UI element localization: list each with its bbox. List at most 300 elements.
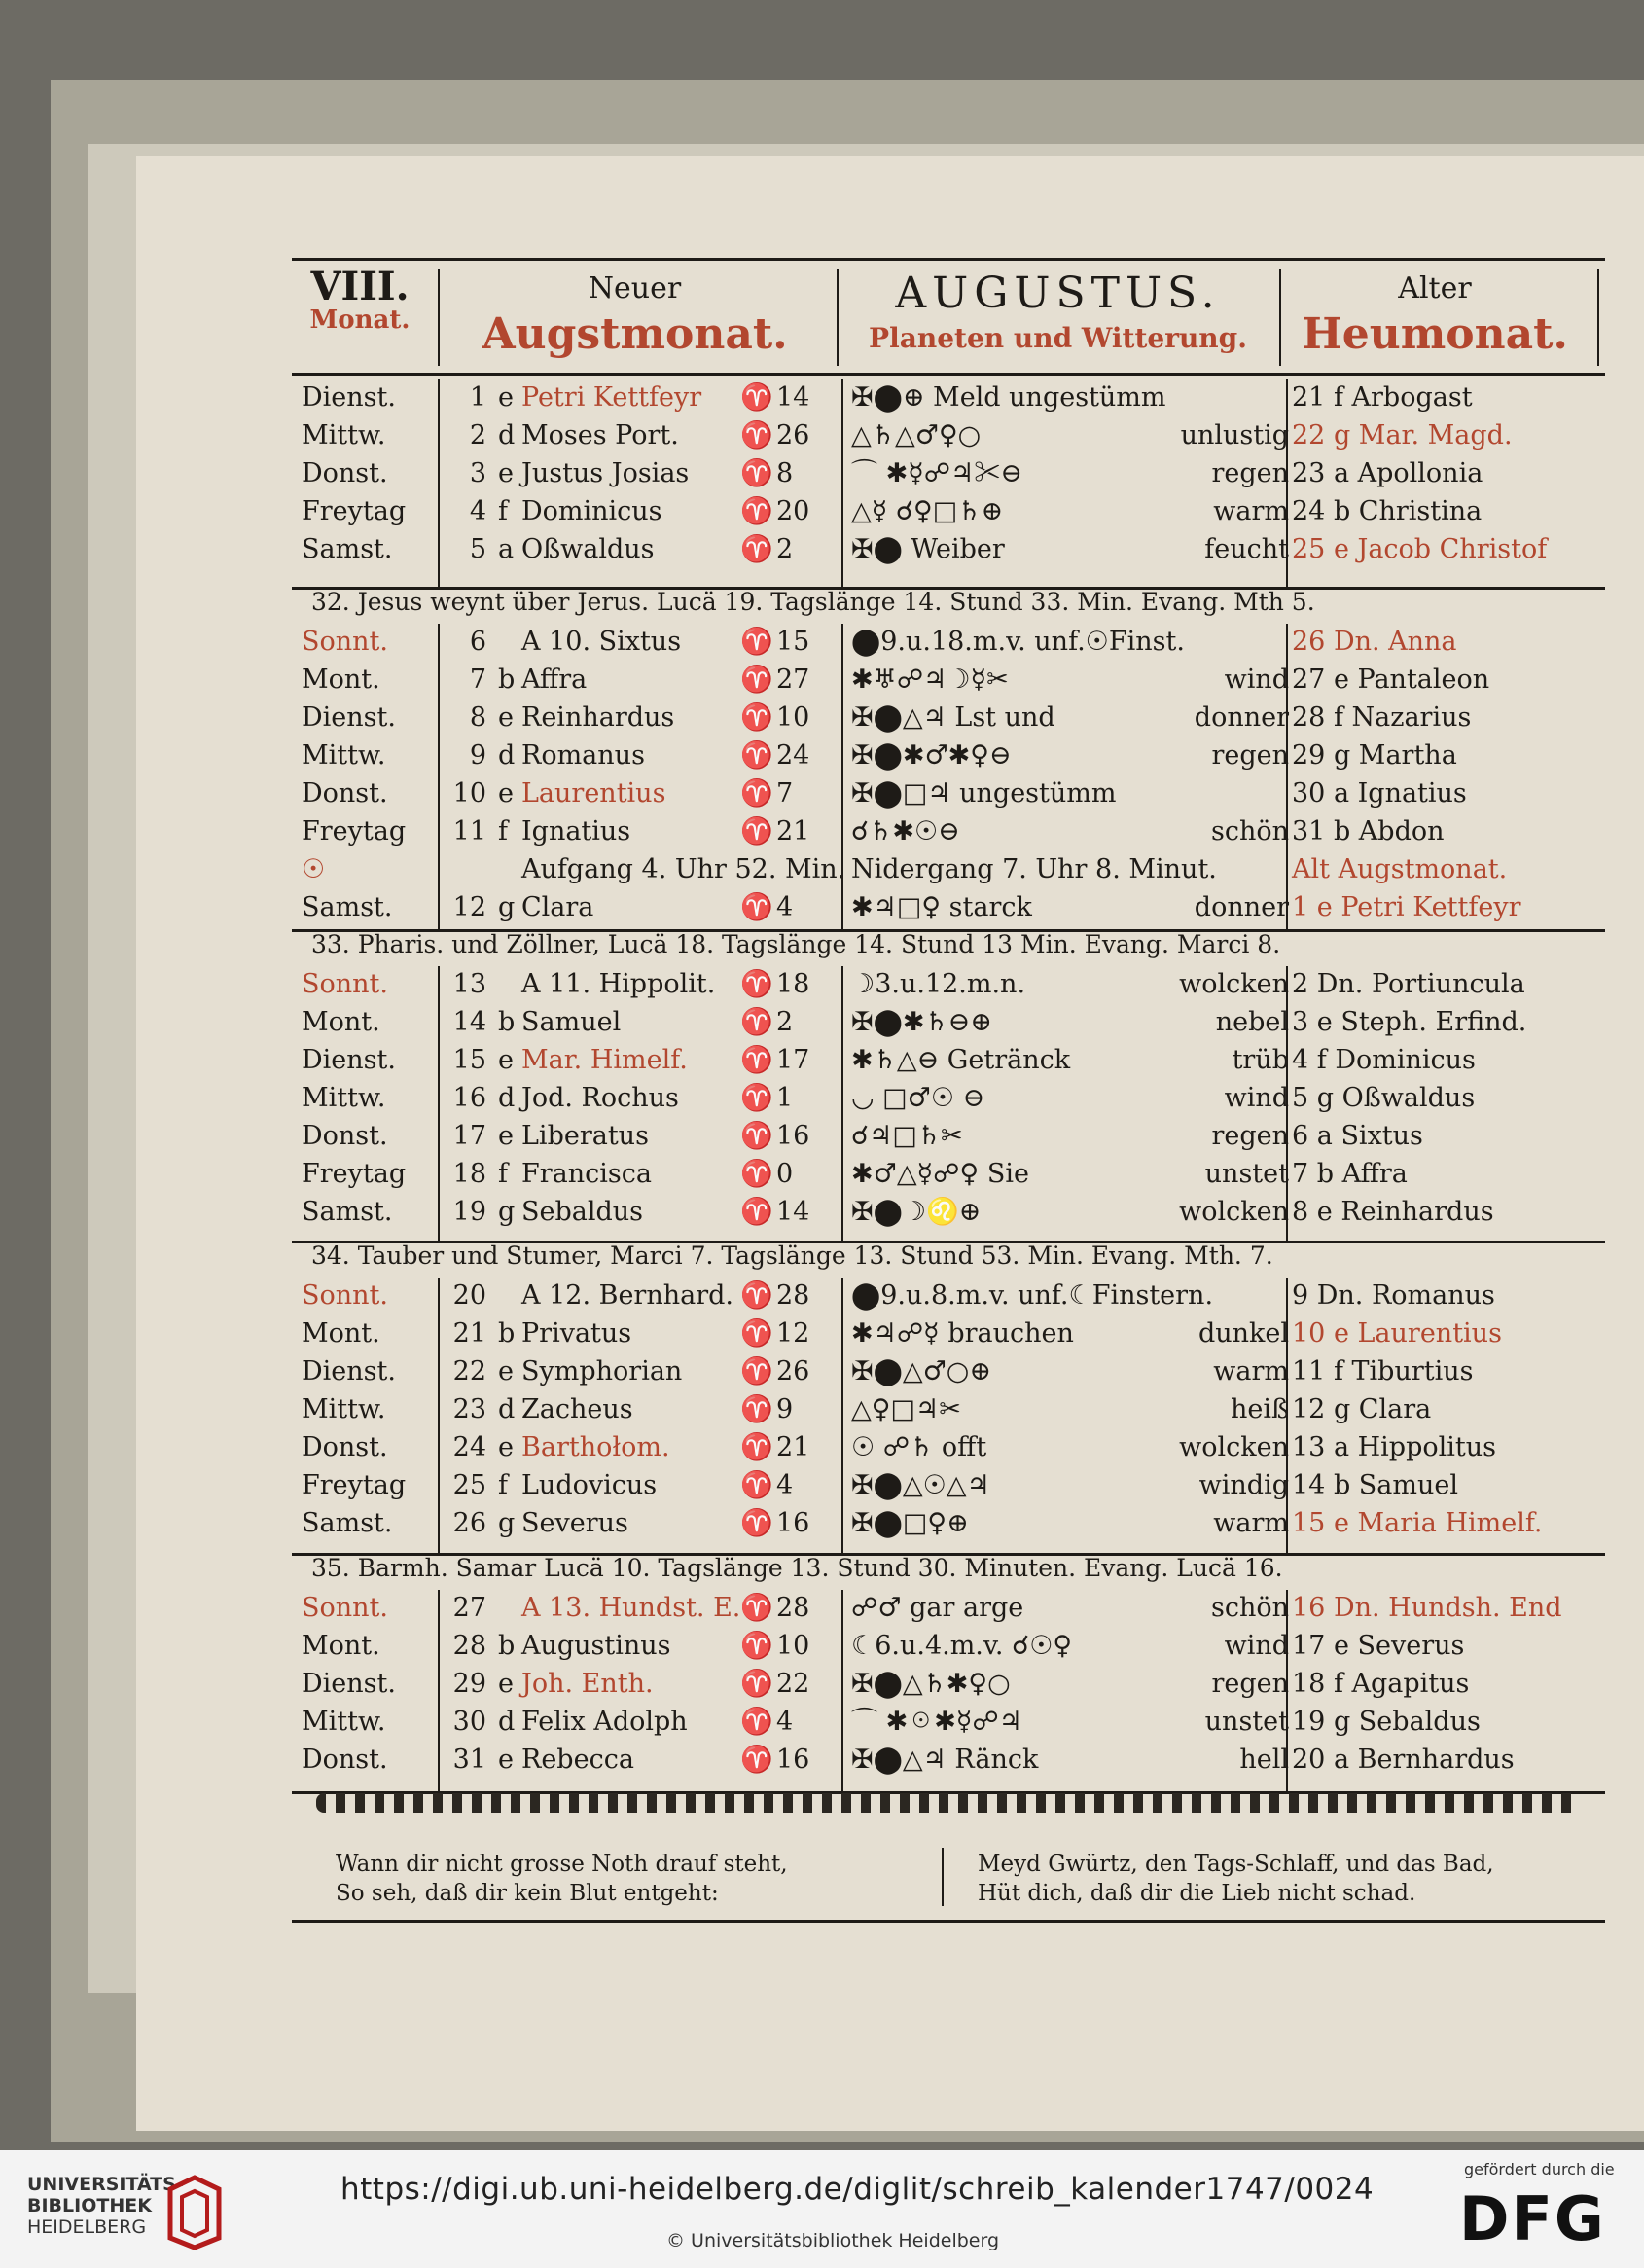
weekday: ☉ (302, 854, 326, 884)
weather-word: warm (1213, 1508, 1289, 1538)
weekday: Donst. (302, 458, 388, 488)
zodiac-sign-icon: ♈ (740, 420, 773, 450)
day-row (292, 1704, 1605, 1741)
saint-name: Zacheus (521, 1394, 633, 1424)
saint-name: Ignatius (521, 816, 631, 846)
zodiac-degree: 26 (776, 1356, 810, 1386)
verse-left (336, 1850, 788, 1908)
old-calendar-entry: 1 e Petri Kettfeyr (1292, 892, 1521, 922)
zodiac-sign-icon: ♈ (740, 740, 773, 771)
day-number: 2 (469, 420, 486, 450)
planet-weather: ✠⬤✱♄⊖⊕ (851, 1007, 992, 1037)
planet-weather: ✱♂△☿☍♀ Sie (851, 1159, 1029, 1189)
dominical-letter: e (498, 1669, 514, 1699)
saint-name: Reinhardus (521, 702, 675, 733)
zodiac-sign-icon: ♈ (740, 702, 773, 733)
old-calendar-entry: 16 Dn. Hundsh. End (1292, 1593, 1562, 1623)
saint-name: Dominicus (521, 496, 662, 526)
zodiac-degree: 0 (776, 1159, 794, 1189)
day-number: 11 (452, 816, 486, 846)
zodiac-sign-icon: ♈ (740, 382, 773, 413)
day-row (292, 1004, 1605, 1041)
zodiac-sign-icon: ♈ (740, 1432, 773, 1462)
old-calendar-entry: 11 f Tiburtius (1292, 1356, 1474, 1386)
dominical-letter: d (498, 420, 516, 450)
augustus-header (837, 261, 1279, 373)
day-number: 23 (452, 1394, 486, 1424)
weekday: Sonnt. (302, 1593, 388, 1623)
old-calendar-entry: 3 e Steph. Erfind. (1292, 1007, 1527, 1037)
library-name-line: UNIVERSITÄTS- (27, 2174, 184, 2195)
new-calendar-header (438, 261, 832, 373)
saint-name: Affra (521, 665, 588, 695)
planet-weather: ✠⬤□♃ ungestümm (851, 778, 1117, 809)
day-number: 8 (469, 702, 486, 733)
calendar-header (292, 258, 1605, 376)
library-name-line: HEIDELBERG (27, 2216, 147, 2238)
weather-word: schön (1210, 816, 1289, 846)
day-number: 21 (452, 1318, 486, 1349)
weather-word: regen (1211, 740, 1289, 771)
zodiac-degree: 2 (776, 1007, 794, 1037)
old-calendar-entry: 2 Dn. Portiuncula (1292, 969, 1525, 999)
day-row (292, 1353, 1605, 1390)
planet-weather: ☌♃□♄✂ (851, 1121, 963, 1151)
saint-name: Clara (521, 892, 594, 922)
day-number: 22 (452, 1356, 486, 1386)
weekday: Mont. (302, 1318, 380, 1349)
weekday: Samst. (302, 1197, 393, 1227)
weather-word: donner (1194, 702, 1289, 733)
old-calendar-entry: 14 b Samuel (1292, 1470, 1459, 1500)
weather-word: unstet (1204, 1159, 1289, 1189)
day-row (292, 1156, 1605, 1193)
weather-word: unlustig (1180, 420, 1289, 450)
day-row (292, 1666, 1605, 1703)
planeten-label: Planeten und Witterung. (869, 322, 1247, 354)
planet-weather: △♀□♃✂ (851, 1394, 961, 1424)
planet-weather: ☾6.u.4.m.v. ☌☉♀ (851, 1631, 1073, 1661)
funded-by-label: gefördert durch die (1464, 2160, 1615, 2178)
saint-name: Joh. Enth. (521, 1669, 654, 1699)
week-block (292, 587, 1605, 932)
day-row (292, 624, 1605, 661)
day-row (292, 379, 1605, 416)
old-calendar-entry: 28 f Nazarius (1292, 702, 1472, 733)
day-number: 31 (452, 1745, 486, 1775)
planet-weather: ✠⬤△☉△♃ (851, 1470, 990, 1500)
weekday: Mittw. (302, 1083, 386, 1113)
weekday: Freytag (302, 496, 407, 526)
zodiac-sign-icon: ♈ (740, 892, 773, 922)
zodiac-degree: 1 (776, 1083, 794, 1113)
old-calendar-entry: 4 f Dominicus (1292, 1045, 1476, 1075)
weekday: Sonnt. (302, 627, 388, 657)
planet-weather: ✠⬤△♃ Lst und (851, 702, 1055, 733)
zodiac-degree: 16 (776, 1508, 810, 1538)
header-divider (1597, 269, 1599, 366)
saint-name: Oßwaldus (521, 534, 655, 564)
weekday: Mittw. (302, 1707, 386, 1737)
day-row (292, 889, 1605, 926)
zodiac-sign-icon: ♈ (740, 1470, 773, 1500)
old-calendar-entry: 8 e Reinhardus (1292, 1197, 1494, 1227)
new-month-name: Augstmonat. (482, 309, 788, 359)
zodiac-degree: 20 (776, 496, 810, 526)
planet-weather: ✱♃□♀ starck (851, 892, 1032, 922)
zodiac-sign-icon: ♈ (740, 1197, 773, 1227)
day-number: 18 (452, 1159, 486, 1189)
dominical-letter: f (498, 1159, 508, 1189)
day-number: 17 (452, 1121, 486, 1151)
day-number: 16 (452, 1083, 486, 1113)
dominical-letter: g (498, 1508, 516, 1538)
augustus-title: AUGUSTUS. (895, 269, 1221, 318)
planet-weather: ✱♅☍♃☽☿✂ (851, 665, 1009, 695)
calendar-content (292, 258, 1605, 1926)
old-calendar-entry: 7 b Affra (1292, 1159, 1408, 1189)
dominical-letter: b (498, 1007, 516, 1037)
zodiac-sign-icon: ♈ (740, 1356, 773, 1386)
zodiac-sign-icon: ♈ (740, 1121, 773, 1151)
day-number: 25 (452, 1470, 486, 1500)
old-calendar-entry: 26 Dn. Anna (1292, 627, 1457, 657)
day-row (292, 775, 1605, 812)
verse-line: So seh, daß dir kein Blut entgeht: (336, 1881, 719, 1906)
saint-name: Augustinus (521, 1631, 671, 1661)
saint-name: A 11. Hippolit. (521, 969, 716, 999)
dominical-letter: e (498, 1356, 514, 1386)
saint-name: A 12. Bernhard. (521, 1280, 733, 1311)
zodiac-sign-icon: ♈ (740, 458, 773, 488)
weather-word: wind (1224, 665, 1289, 695)
day-number: 30 (452, 1707, 486, 1737)
zodiac-degree: 16 (776, 1121, 810, 1151)
weekday: Donst. (302, 1745, 388, 1775)
zodiac-sign-icon: ♈ (740, 496, 773, 526)
weekday: Donst. (302, 778, 388, 809)
planet-weather: ☍♂ gar arge (851, 1593, 1024, 1623)
weekday: Mont. (302, 1007, 380, 1037)
weather-word: wolcken (1179, 1432, 1289, 1462)
dominical-letter: e (498, 1745, 514, 1775)
planet-weather: ✱♄△⊖ Getränck (851, 1045, 1071, 1075)
dominical-letter: d (498, 1394, 516, 1424)
day-number: 6 (469, 627, 486, 657)
zodiac-degree: 8 (776, 458, 794, 488)
old-calendar-entry: 15 e Maria Himelf. (1292, 1508, 1543, 1538)
day-number: 29 (452, 1669, 486, 1699)
weekday: Dienst. (302, 382, 396, 413)
weekday: Dienst. (302, 702, 396, 733)
planet-weather: ☌♄✱☉⊖ (851, 816, 960, 846)
zodiac-sign-icon: ♈ (740, 816, 773, 846)
day-row (292, 1042, 1605, 1079)
saint-name: Privatus (521, 1318, 632, 1349)
zodiac-degree: 24 (776, 740, 810, 771)
dfg-logo: DFG (1459, 2183, 1606, 2254)
old-calendar-entry: 24 b Christina (1292, 496, 1483, 526)
dominical-letter: f (498, 1470, 508, 1500)
zodiac-degree: 26 (776, 420, 810, 450)
saint-name: Severus (521, 1508, 628, 1538)
dominical-letter: d (498, 740, 516, 771)
zodiac-degree: 14 (776, 382, 810, 413)
verse-divider (942, 1848, 944, 1906)
weather-word: unstet (1204, 1707, 1289, 1737)
zodiac-sign-icon: ♈ (740, 1045, 773, 1075)
day-row (292, 1590, 1605, 1627)
library-footer (0, 2150, 1644, 2268)
weekday: Sonnt. (302, 1280, 388, 1311)
weather-word: wolcken (1179, 969, 1289, 999)
week-gospel-label: 33. Pharis. und Zöllner, Lucä 18. Tagslänge 14. Stund 13 Min. Evang. Marci 8. (311, 930, 1281, 958)
zodiac-degree: 17 (776, 1045, 810, 1075)
old-calendar-entry: 29 g Martha (1292, 740, 1457, 771)
week-gospel-label: 35. Barmh. Samar Lucä 10. Tagslänge 13. Stund 30. Minuten. Evang. Lucä 16. (311, 1554, 1283, 1582)
day-row (292, 493, 1605, 530)
weekday: Sonnt. (302, 969, 388, 999)
saint-name: Rebecca (521, 1745, 634, 1775)
weather-word: trüb (1232, 1045, 1289, 1075)
weather-word: hell (1239, 1745, 1289, 1775)
zodiac-sign-icon: ♈ (740, 1394, 773, 1424)
library-logo-icon (161, 2170, 229, 2250)
weekday: Samst. (302, 534, 393, 564)
zodiac-degree: 14 (776, 1197, 810, 1227)
saint-name: Mar. Himelf. (521, 1045, 688, 1075)
weekday: Dienst. (302, 1669, 396, 1699)
dominical-letter: e (498, 458, 514, 488)
zodiac-degree: 15 (776, 627, 810, 657)
day-number: 3 (469, 458, 486, 488)
old-calendar-entry: 10 e Laurentius (1292, 1318, 1502, 1349)
day-number: 13 (452, 969, 486, 999)
week-gospel-label: 34. Tauber und Stumer, Marci 7. Tagslänge 13. Stund 53. Min. Evang. Mth. 7. (311, 1242, 1273, 1270)
weather-word: donner (1194, 892, 1289, 922)
dominical-letter: d (498, 1707, 516, 1737)
week-block (292, 372, 1605, 590)
saint-name: Aufgang 4. Uhr 52. Min. (521, 854, 846, 884)
zodiac-sign-icon: ♈ (740, 1707, 773, 1737)
planet-weather: ✠⬤□♀⊕ (851, 1508, 969, 1538)
zodiac-sign-icon: ♈ (740, 1631, 773, 1661)
zodiac-degree: 9 (776, 1394, 794, 1424)
zodiac-sign-icon: ♈ (740, 1007, 773, 1037)
planet-weather: Nidergang 7. Uhr 8. Minut. (851, 854, 1217, 884)
day-number: 20 (452, 1280, 486, 1311)
old-calendar-entry: 27 e Pantaleon (1292, 665, 1490, 695)
planet-weather: ⌒ ✱☿☍♃✂⊖ (851, 458, 1022, 488)
day-row (292, 1391, 1605, 1428)
zodiac-degree: 21 (776, 1432, 810, 1462)
saint-name: Laurentius (521, 778, 666, 809)
day-number: 1 (469, 382, 486, 413)
old-calendar-entry: 22 g Mar. Magd. (1292, 420, 1513, 450)
dominical-letter: e (498, 778, 514, 809)
zodiac-sign-icon: ♈ (740, 1508, 773, 1538)
weather-word: regen (1211, 1669, 1289, 1699)
verse-line: Hüt dich, daß dir die Lieb nicht schad. (978, 1881, 1416, 1906)
planet-weather: △☿ ☌♀□♄⊕ (851, 496, 1004, 526)
zodiac-sign-icon: ♈ (740, 1083, 773, 1113)
dominical-letter: g (498, 892, 516, 922)
day-row (292, 1429, 1605, 1466)
zodiac-sign-icon: ♈ (740, 969, 773, 999)
day-row (292, 1194, 1605, 1231)
monat-label: Monat. (309, 306, 411, 335)
day-number: 27 (452, 1593, 486, 1623)
planet-weather: ◡ □♂☉ ⊖ (851, 1083, 985, 1113)
day-row (292, 662, 1605, 699)
dominical-letter: b (498, 665, 516, 695)
zodiac-sign-icon: ♈ (740, 1318, 773, 1349)
weekday: Donst. (302, 1121, 388, 1151)
day-row (292, 813, 1605, 850)
saint-name: Franciscа (521, 1159, 652, 1189)
day-number: 5 (469, 534, 486, 564)
old-calendar-header (1279, 261, 1590, 373)
old-calendar-entry: 20 a Bernhardus (1292, 1745, 1515, 1775)
planet-weather: ☽3.u.12.m.n. (851, 969, 1026, 999)
zodiac-degree: 28 (776, 1280, 810, 1311)
zodiac-sign-icon: ♈ (740, 1669, 773, 1699)
saint-name: Jod. Rochus (521, 1083, 679, 1113)
dominical-letter: f (498, 816, 508, 846)
page-url-link[interactable]: https://digi.ub.uni-heidelberg.de/diglit/schreib_kalender1747/0024 (340, 2172, 1375, 2207)
day-row (292, 1315, 1605, 1352)
week-block (292, 929, 1605, 1243)
zodiac-sign-icon: ♈ (740, 665, 773, 695)
day-number: 28 (452, 1631, 486, 1661)
old-calendar-entry: 23 a Apollonia (1292, 458, 1483, 488)
zodiac-degree: 21 (776, 816, 810, 846)
zodiac-degree: 18 (776, 969, 810, 999)
day-row (292, 700, 1605, 737)
day-row (292, 738, 1605, 774)
old-calendar-entry: 31 b Abdon (1292, 816, 1445, 846)
weekday: Freytag (302, 1470, 407, 1500)
dominical-letter: e (498, 1432, 514, 1462)
day-number: 15 (452, 1045, 486, 1075)
day-row (292, 1080, 1605, 1117)
old-calendar-entry: 18 f Agapitus (1292, 1669, 1470, 1699)
old-calendar-entry: 6 a Sixtus (1292, 1121, 1423, 1151)
weather-word: wolcken (1179, 1197, 1289, 1227)
weekday: Mont. (302, 1631, 380, 1661)
planet-weather: ⬤9.u.18.m.v. unf.☉Finst. (851, 627, 1185, 657)
month-number: VIII. (310, 264, 410, 309)
saint-name: Ludovicus (521, 1470, 658, 1500)
planet-weather: ✠⬤ Weiber (851, 534, 1005, 564)
day-row (292, 1118, 1605, 1155)
dominical-letter: e (498, 382, 514, 413)
old-calendar-entry: 12 g Clara (1292, 1394, 1432, 1424)
day-row (292, 1742, 1605, 1779)
weekday: Freytag (302, 1159, 407, 1189)
dominical-letter: d (498, 1083, 516, 1113)
dominical-letter: g (498, 1197, 516, 1227)
planet-weather: ✠⬤△♂○⊕ (851, 1356, 991, 1386)
zodiac-sign-icon: ♈ (740, 778, 773, 809)
zodiac-sign-icon: ♈ (740, 1593, 773, 1623)
day-row (292, 966, 1605, 1003)
verse-line: Meyd Gwürtz, den Tags-Schlaff, und das Bad, (978, 1852, 1494, 1877)
zodiac-degree: 4 (776, 892, 794, 922)
day-row (292, 1278, 1605, 1314)
weekday: Mont. (302, 665, 380, 695)
saint-name: A 13. Hundst. E. (521, 1593, 741, 1623)
old-calendar-entry: 21 f Arbogast (1292, 382, 1473, 413)
planet-weather: ✠⬤⊕ Meld ungestümm (851, 382, 1166, 413)
old-calendar-entry: 30 a Ignatius (1292, 778, 1467, 809)
planet-weather: △♄△♂♀○ (851, 420, 982, 450)
day-number: 10 (452, 778, 486, 809)
zodiac-degree: 28 (776, 1593, 810, 1623)
zodiac-sign-icon: ♈ (740, 1745, 773, 1775)
weekday: Samst. (302, 1508, 393, 1538)
zodiac-sign-icon: ♈ (740, 1280, 773, 1311)
planet-weather: ✠⬤✱♂✱♀⊖ (851, 740, 1012, 771)
zodiac-degree: 4 (776, 1707, 794, 1737)
verse-line: Wann dir nicht grosse Noth drauf steht, (336, 1852, 788, 1877)
saint-name: Samuel (521, 1007, 622, 1037)
day-row (292, 455, 1605, 492)
weekday: Dienst. (302, 1356, 396, 1386)
weather-word: wind (1224, 1631, 1289, 1661)
old-calendar-entry: 5 g Oßwaldus (1292, 1083, 1476, 1113)
day-number: 4 (469, 496, 486, 526)
weekday: Dienst. (302, 1045, 396, 1075)
day-number: 24 (452, 1432, 486, 1462)
old-calendar-entry: 19 g Sebaldus (1292, 1707, 1481, 1737)
weather-word: windig (1198, 1470, 1289, 1500)
old-calendar-entry: 25 e Jacob Christof (1292, 534, 1548, 564)
weekday: Mittw. (302, 420, 386, 450)
planet-weather: ✠⬤△♃ Ränck (851, 1745, 1039, 1775)
day-row (292, 417, 1605, 454)
dominical-letter: e (498, 1045, 514, 1075)
dominical-letter: b (498, 1631, 516, 1661)
weekday: Samst. (302, 892, 393, 922)
verse-right (978, 1850, 1494, 1908)
day-row (292, 1628, 1605, 1665)
weekday: Mittw. (302, 740, 386, 771)
day-number: 9 (469, 740, 486, 771)
saint-name: A 10. Sixtus (521, 627, 682, 657)
saint-name: Symphorian (521, 1356, 683, 1386)
zodiac-degree: 2 (776, 534, 794, 564)
dominical-letter: a (498, 534, 515, 564)
day-number: 26 (452, 1508, 486, 1538)
zodiac-degree: 4 (776, 1470, 794, 1500)
weather-word: warm (1213, 1356, 1289, 1386)
weekday: Mittw. (302, 1394, 386, 1424)
day-row (292, 851, 1605, 888)
planet-weather: ✠⬤△♄✱♀○ (851, 1669, 1011, 1699)
zodiac-degree: 12 (776, 1318, 810, 1349)
alter-label: Alter (1398, 271, 1472, 306)
zodiac-sign-icon: ♈ (740, 1159, 773, 1189)
day-row (292, 1505, 1605, 1542)
day-number: 12 (452, 892, 486, 922)
planet-weather: ✠⬤☽♌⊕ (851, 1197, 982, 1227)
weather-word: schön (1210, 1593, 1289, 1623)
copyright-text: © Universitätsbibliothek Heidelberg (666, 2230, 1000, 2251)
weather-word: warm (1213, 496, 1289, 526)
old-calendar-entry: Alt Augstmonat. (1292, 854, 1508, 884)
planet-weather: ☉ ☍♄ offt (851, 1432, 987, 1462)
